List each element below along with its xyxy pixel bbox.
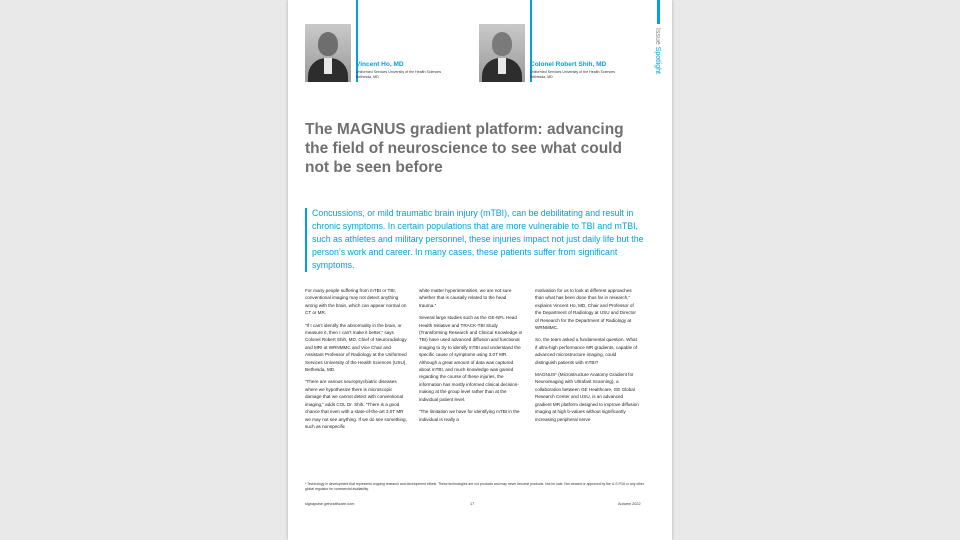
paragraph: “There are various neuropsychiatric diseases where we hypothesize there is microscopic damage that we cannot detect with conventional imaging,” adds COL Dr. Shih. “There is a good chance that even with a state-of-the-art 3.0T MR we may not see anything. If we do see something, such as nonspecific: [305, 379, 407, 429]
paragraph: “The limitation we have for identifying mTBI in the individual is really a: [419, 409, 520, 422]
paragraph: Several large studies such as the GE-NFL Head Health Initiative and TRACK-TBI Study (Transforming Research and Clinical Knowledge in TBI) have used advanced diffusion and functional imaging to try to identify mTBI and understand the specific cause of symptoms using 3.0T MR. Although a great amount of data was captured about mTBI, and much knowledge was gained regarding the course of these injuries, the information has mostly informed clinical decision-making at the group level rather than at the individual patient level.: [419, 315, 523, 402]
author-photo-vincent-ho: [305, 24, 351, 82]
body-column-2: [419, 287, 523, 428]
author-photo-robert-shih: [479, 24, 525, 82]
footnote: * Technology in development that represents ongoing research and development efforts. These technologies are not products and may never become products. Not for sale. Not cleared or approved by the U.S FDA or any other global regulator for commercial availability.: [305, 482, 645, 491]
section-label: Issue Spotlight: [654, 28, 661, 74]
page-number: 17: [470, 502, 475, 506]
author-affiliation: Uniformed Services University of the Health Sciences Bethesda, MD: [356, 70, 442, 80]
paragraph: “If I can’t identify the abnormality in the brain, or measure it, then I can’t make it better,” says Colonel Robert Shih, MD, Chief of Neuroradiology and MRI at WRNMMC and Vice Chair and Assistant Professor of Radiology at the Uniformed Services University of the Health Sciences (USU), Bethesda, MD.: [305, 322, 407, 373]
author-name: Vincent Ho, MD: [356, 61, 404, 68]
magazine-page: [288, 0, 672, 540]
lead-paragraph: Concussions, or mild traumatic brain injury (mTBI), can be debilitating and result in chronic symptoms. In certain populations that are more vulnerable to TBI and mTBI, such as athletes and military personnel, these injuries impact not just daily life but the person’s work and career. In many cases, these patients suffer from significant symptoms.: [312, 208, 644, 270]
issue-date: Autumn 2022: [618, 502, 641, 506]
section-accent-bar: [657, 0, 660, 24]
paragraph: For many people suffering from mTBI or TBI, conventional imaging may not detect anything wrong with the brain, which can appear normal on CT or MR.: [305, 288, 407, 316]
paragraph: MAGNUS* (Microstructure Anatomy Gradient for Neuroimaging with Ultrafast Scanning), a collaboration between GE Healthcare, GE Global Research Center and USU, is an advanced gradient MR platform designed to improve diffusion imaging at high b-values without significantly increasing peripheral nerve: [535, 372, 639, 422]
footer-website: signapulse.gehealthcare.com: [305, 502, 355, 506]
body-column-1: [305, 287, 409, 435]
lead-accent-bar: [305, 208, 307, 272]
article-title: The MAGNUS gradient platform: advancing the field of neuroscience to see what could not be seen before: [305, 121, 624, 176]
author-name: Colonel Robert Shih, MD: [530, 61, 607, 68]
paragraph: motivation for us to look at different approaches than what has been done thus far in research,” explains Vincent Ho, MD, Chair and Professor of the Department of Radiology at USU and Director of Research for the Department of Radiology at WRNMMC.: [535, 288, 636, 331]
paragraph: So, the team asked a fundamental question. What if ultra-high performance MR gradients, capable of advanced microstructure imaging, could distinguish patients with mTBI?: [535, 337, 638, 365]
author-affiliation: Uniformed Services University of the Health Sciences Bethesda, MD: [530, 70, 616, 80]
body-column-3: [535, 287, 639, 428]
paragraph: white matter hyperintensities, we are not sure whether that is causally related to the head trauma.”: [419, 288, 512, 308]
